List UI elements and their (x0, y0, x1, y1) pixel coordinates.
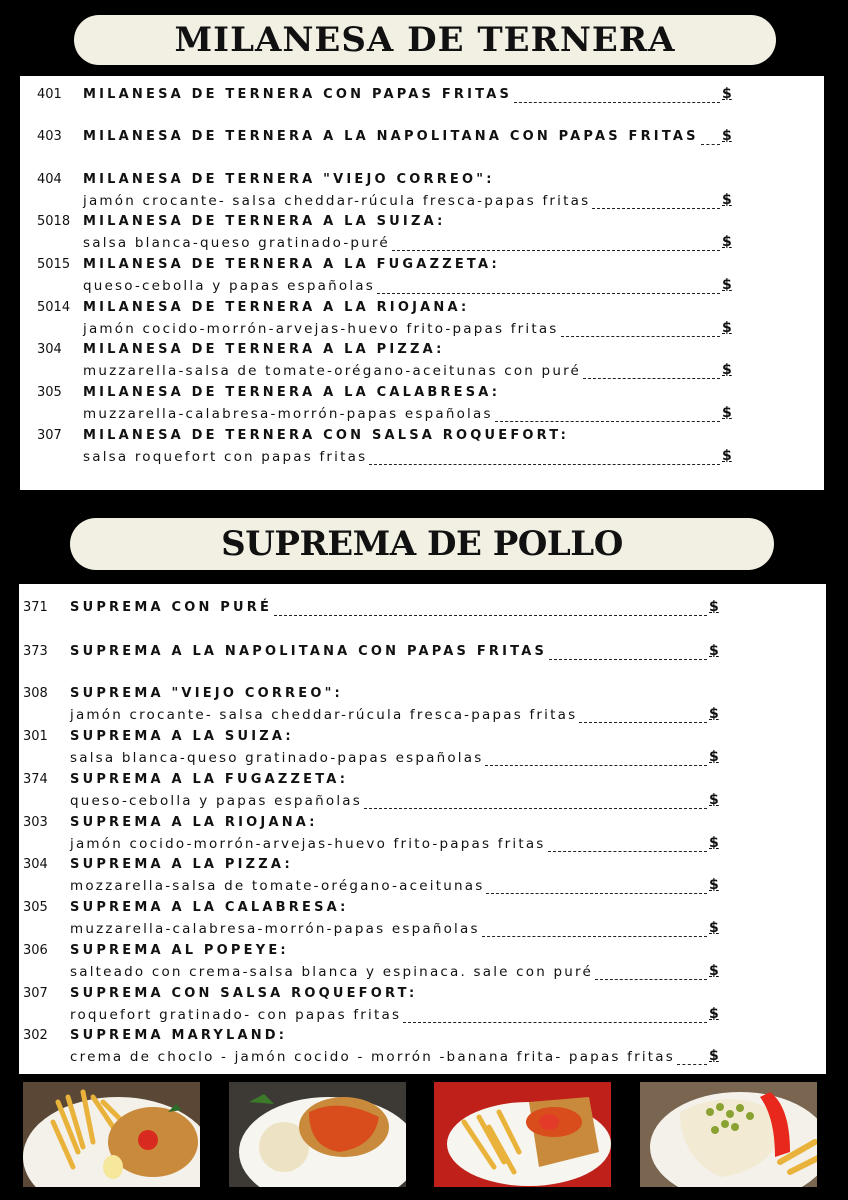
item-name: SUPREMA A LA PIZZA: (70, 857, 293, 872)
item-code: 373 (23, 644, 48, 659)
price-leader-line (592, 208, 720, 209)
price-leader-line (549, 659, 707, 660)
price-leader-line (583, 378, 720, 379)
price-leader-line (579, 722, 707, 723)
item-description: salsa blanca-queso gratinado-puré (83, 235, 390, 251)
item-description: salsa blanca-queso gratinado-papas españolas (70, 750, 484, 766)
item-price: $ (722, 362, 732, 378)
item-name: SUPREMA AL POPEYE: (70, 943, 289, 958)
item-description: roquefort gratinado- con papas fritas (70, 1007, 402, 1023)
item-description: queso-cebolla y papas españolas (83, 278, 376, 294)
item-description: jamón crocante- salsa cheddar-rúcula fresca-papas fritas (83, 193, 591, 209)
price-leader-line (548, 851, 707, 852)
price-leader-line (274, 615, 707, 616)
item-name: SUPREMA MARYLAND: (70, 1028, 288, 1043)
item-price: $ (709, 643, 719, 659)
item-price: $ (722, 448, 732, 464)
price-leader-line (392, 250, 720, 251)
item-name: SUPREMA A LA FUGAZZETA: (70, 772, 349, 787)
menu-panel-milanesa (20, 76, 824, 490)
item-name: MILANESA DE TERNERA A LA SUIZA: (83, 214, 446, 229)
item-price: $ (709, 599, 719, 615)
item-code: 371 (23, 600, 48, 615)
price-leader-line (561, 336, 720, 337)
item-price: $ (722, 234, 732, 250)
item-code: 303 (23, 815, 48, 830)
napolitana-fries-photo (434, 1082, 611, 1187)
item-name: SUPREMA CON SALSA ROQUEFORT: (70, 986, 418, 1001)
milanesa-fries-photo (23, 1082, 200, 1187)
item-price: $ (722, 320, 732, 336)
item-description: salsa roquefort con papas fritas (83, 449, 368, 465)
item-code: 307 (37, 428, 62, 443)
item-name: MILANESA DE TERNERA A LA NAPOLITANA CON PAPAS FRITAS (83, 129, 699, 144)
item-name: MILANESA DE TERNERA CON PAPAS FRITAS (83, 87, 513, 102)
item-code: 304 (37, 342, 62, 357)
item-name: MILANESA DE TERNERA "VIEJO CORREO": (83, 172, 495, 187)
item-code: 308 (23, 686, 48, 701)
item-name: MILANESA DE TERNERA CON SALSA ROQUEFORT: (83, 428, 570, 443)
item-name: MILANESA DE TERNERA A LA CALABRESA: (83, 385, 501, 400)
item-code: 306 (23, 943, 48, 958)
item-code: 305 (23, 900, 48, 915)
item-price: $ (722, 277, 732, 293)
item-description: crema de choclo - jamón cocido - morrón -banana frita- papas fritas (70, 1049, 675, 1065)
napolitana-pure-photo (229, 1082, 406, 1187)
item-name: SUPREMA A LA SUIZA: (70, 729, 294, 744)
price-leader-line (482, 936, 707, 937)
item-price: $ (709, 1048, 719, 1064)
item-description: muzzarella-calabresa-morrón-papas españolas (70, 921, 480, 937)
price-leader-line (486, 893, 707, 894)
price-leader-line (701, 144, 720, 145)
item-price: $ (722, 86, 732, 102)
price-leader-line (495, 421, 720, 422)
item-code: 374 (23, 772, 48, 787)
item-code: 305 (37, 385, 62, 400)
price-leader-line (514, 102, 720, 103)
item-description: jamón cocido-morrón-arvejas-huevo frito-papas fritas (70, 836, 546, 852)
price-leader-line (677, 1064, 707, 1065)
item-price: $ (709, 835, 719, 851)
item-code: 403 (37, 129, 62, 144)
item-code: 5014 (37, 300, 71, 315)
item-price: $ (709, 1006, 719, 1022)
item-code: 5015 (37, 257, 71, 272)
item-description: muzzarella-calabresa-morrón-papas españolas (83, 406, 493, 422)
item-name: SUPREMA A LA RIOJANA: (70, 815, 318, 830)
item-name: SUPREMA "VIEJO CORREO": (70, 686, 343, 701)
item-price: $ (709, 963, 719, 979)
item-code: 302 (23, 1028, 48, 1043)
section-title-milanesa: MILANESA DE TERNERA (74, 15, 776, 65)
item-description: mozzarella-salsa de tomate-orégano-aceitunas (70, 878, 485, 894)
price-leader-line (377, 293, 720, 294)
item-name: SUPREMA A LA NAPOLITANA CON PAPAS FRITAS (70, 644, 548, 659)
item-name: MILANESA DE TERNERA A LA PIZZA: (83, 342, 445, 357)
item-description: muzzarella-salsa de tomate-orégano-aceitunas con puré (83, 363, 582, 379)
item-description: jamón cocido-morrón-arvejas-huevo frito-papas fritas (83, 321, 559, 337)
item-description: salteado con crema-salsa blanca y espinaca. sale con puré (70, 964, 593, 980)
item-price: $ (709, 706, 719, 722)
price-leader-line (595, 979, 707, 980)
item-code: 401 (37, 87, 62, 102)
item-code: 307 (23, 986, 48, 1001)
item-price: $ (722, 128, 732, 144)
price-leader-line (364, 808, 707, 809)
price-leader-line (403, 1022, 707, 1023)
menu-panel-suprema (19, 584, 826, 1074)
price-leader-line (485, 765, 707, 766)
item-name: MILANESA DE TERNERA A LA FUGAZZETA: (83, 257, 500, 272)
price-leader-line (369, 464, 720, 465)
item-price: $ (722, 192, 732, 208)
item-description: jamón crocante- salsa cheddar-rúcula fresca-papas fritas (70, 707, 578, 723)
item-code: 304 (23, 857, 48, 872)
item-name: SUPREMA CON PURÉ (70, 600, 273, 615)
item-code: 301 (23, 729, 48, 744)
item-price: $ (722, 405, 732, 421)
item-price: $ (709, 920, 719, 936)
item-price: $ (709, 877, 719, 893)
item-name: MILANESA DE TERNERA A LA RIOJANA: (83, 300, 470, 315)
section-title-suprema: SUPREMA DE POLLO (70, 518, 774, 570)
item-code: 5018 (37, 214, 71, 229)
suprema-peas-photo (640, 1082, 817, 1187)
item-name: SUPREMA A LA CALABRESA: (70, 900, 349, 915)
item-price: $ (709, 792, 719, 808)
item-code: 404 (37, 172, 62, 187)
item-description: queso-cebolla y papas españolas (70, 793, 363, 809)
item-price: $ (709, 749, 719, 765)
